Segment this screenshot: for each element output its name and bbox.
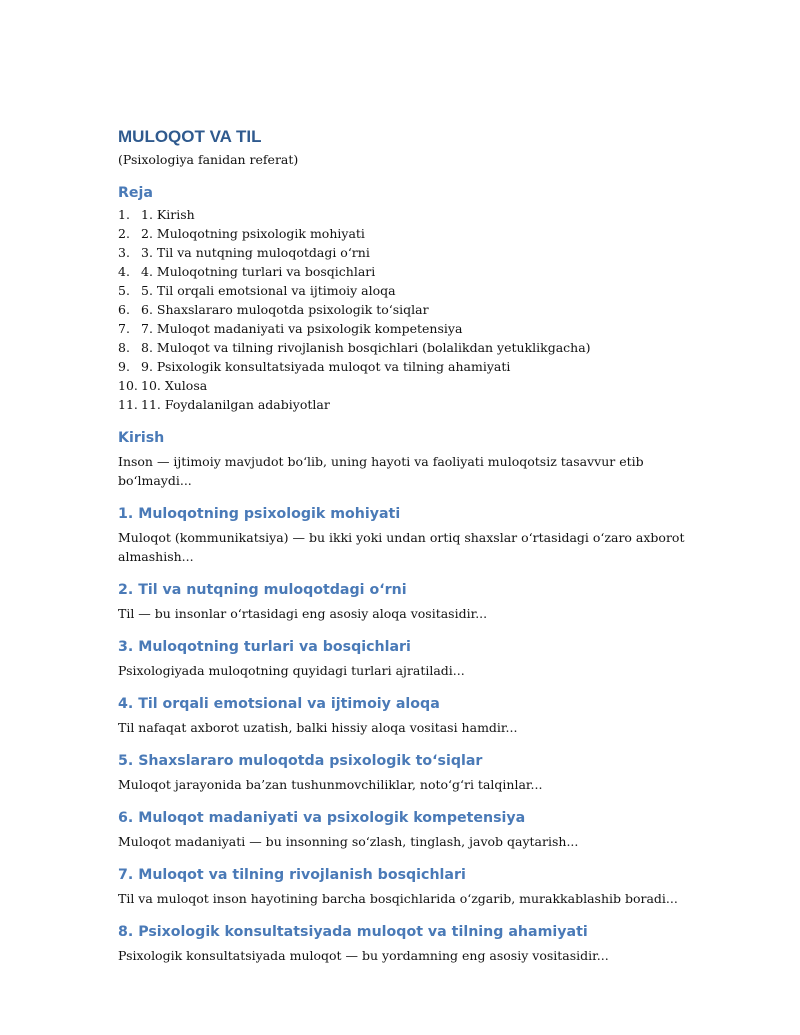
toc-item-number: 6. xyxy=(118,302,130,317)
section-body: Muloqot (kommunikatsiya) — bu ikki yoki undan ortiq shaxslar o‘rtasidagi o‘zaro axborot almashish... xyxy=(118,530,685,564)
section-heading: 5. Shaxslararo muloqotda psixologik to‘siqlar xyxy=(118,753,483,769)
toc-item-text: 7. Muloqot madaniyati va psixologik kompetensiya xyxy=(141,321,463,336)
toc-item-text: 2. Muloqotning psixologik mohiyati xyxy=(141,226,365,241)
section-4 xyxy=(118,693,718,737)
section-1 xyxy=(118,503,718,566)
toc-heading: Reja xyxy=(118,185,153,201)
document-title: MULOQOT VA TIL xyxy=(118,127,262,146)
section-body: Inson — ijtimoiy mavjudot bo‘lib, uning hayoti va faoliyati muloqotsiz tasavvur etib bo‘lmaydi... xyxy=(118,454,644,488)
toc-item-number: 4. xyxy=(118,264,130,279)
section-heading: 7. Muloqot va tilning rivojlanish bosqichlari xyxy=(118,867,466,883)
section-3 xyxy=(118,636,718,680)
toc-item xyxy=(118,243,718,262)
section-kirish xyxy=(118,427,718,490)
toc-item xyxy=(118,395,718,414)
toc-item xyxy=(118,300,718,319)
section-body: Muloqot madaniyati — bu insonning so‘zlash, tinglash, javob qaytarish... xyxy=(118,834,579,849)
section-6 xyxy=(118,807,718,851)
toc-item-text: 5. Til orqali emotsional va ijtimoiy aloqa xyxy=(141,283,396,298)
toc-item-text: 4. Muloqotning turlari va bosqichlari xyxy=(141,264,376,279)
section-body: Til nafaqat axborot uzatish, balki hissiy aloqa vositasi hamdir... xyxy=(118,720,518,735)
section-heading: 3. Muloqotning turlari va bosqichlari xyxy=(118,639,411,655)
section-heading: 2. Til va nutqning muloqotdagi o‘rni xyxy=(118,582,407,598)
section-heading: 8. Psixologik konsultatsiyada muloqot va tilning ahamiyati xyxy=(118,924,588,940)
document-page xyxy=(118,124,718,965)
toc-item xyxy=(118,224,718,243)
toc-item-text: 6. Shaxslararo muloqotda psixologik to‘siqlar xyxy=(141,302,429,317)
toc-item-number: 3. xyxy=(118,245,130,260)
toc-item-text: 10. Xulosa xyxy=(141,378,208,393)
toc-item xyxy=(118,281,718,300)
section-body: Psixologik konsultatsiyada muloqot — bu yordamning eng asosiy vositasidir... xyxy=(118,948,609,963)
section-body: Til va muloqot inson hayotining barcha bosqichlarida o‘zgarib, murakkablashib boradi... xyxy=(118,891,678,906)
toc-item xyxy=(118,357,718,376)
toc-item-number: 2. xyxy=(118,226,130,241)
section-heading: 1. Muloqotning psixologik mohiyati xyxy=(118,506,401,522)
toc-item-text: 8. Muloqot va tilning rivojlanish bosqichlari (bolalikdan yetuklikgacha) xyxy=(141,340,591,355)
toc-item xyxy=(118,338,718,357)
document-subtitle: (Psixologiya fanidan referat) xyxy=(118,152,299,167)
section-5 xyxy=(118,750,718,794)
section-8 xyxy=(118,921,718,965)
toc-item-number: 1. xyxy=(118,207,130,222)
table-of-contents xyxy=(118,205,718,414)
section-heading: 6. Muloqot madaniyati va psixologik kompetensiya xyxy=(118,810,526,826)
toc-item-text: 9. Psixologik konsultatsiyada muloqot va tilning ahamiyati xyxy=(141,359,511,374)
toc-item-number: 8. xyxy=(118,340,130,355)
section-body: Til — bu insonlar o‘rtasidagi eng asosiy aloqa vositasidir... xyxy=(118,606,488,621)
toc-item-text: 3. Til va nutqning muloqotdagi o‘rni xyxy=(141,245,370,260)
toc-item-number: 11. xyxy=(118,397,138,412)
toc-item-text: 11. Foydalanilgan adabiyotlar xyxy=(141,397,330,412)
section-7 xyxy=(118,864,718,908)
section-heading: 4. Til orqali emotsional va ijtimoiy aloqa xyxy=(118,696,440,712)
section-body: Muloqot jarayonida ba’zan tushunmovchiliklar, noto‘g‘ri talqinlar... xyxy=(118,777,543,792)
toc-item-number: 7. xyxy=(118,321,130,336)
toc-item xyxy=(118,376,718,395)
toc-item-number: 10. xyxy=(118,378,138,393)
toc-item-text: 1. Kirish xyxy=(141,207,195,222)
toc-item xyxy=(118,262,718,281)
section-body: Psixologiyada muloqotning quyidagi turlari ajratiladi... xyxy=(118,663,465,678)
section-2 xyxy=(118,579,718,623)
toc-item xyxy=(118,205,718,224)
section-heading: Kirish xyxy=(118,430,165,446)
toc-item xyxy=(118,319,718,338)
toc-item-number: 5. xyxy=(118,283,130,298)
toc-item-number: 9. xyxy=(118,359,130,374)
